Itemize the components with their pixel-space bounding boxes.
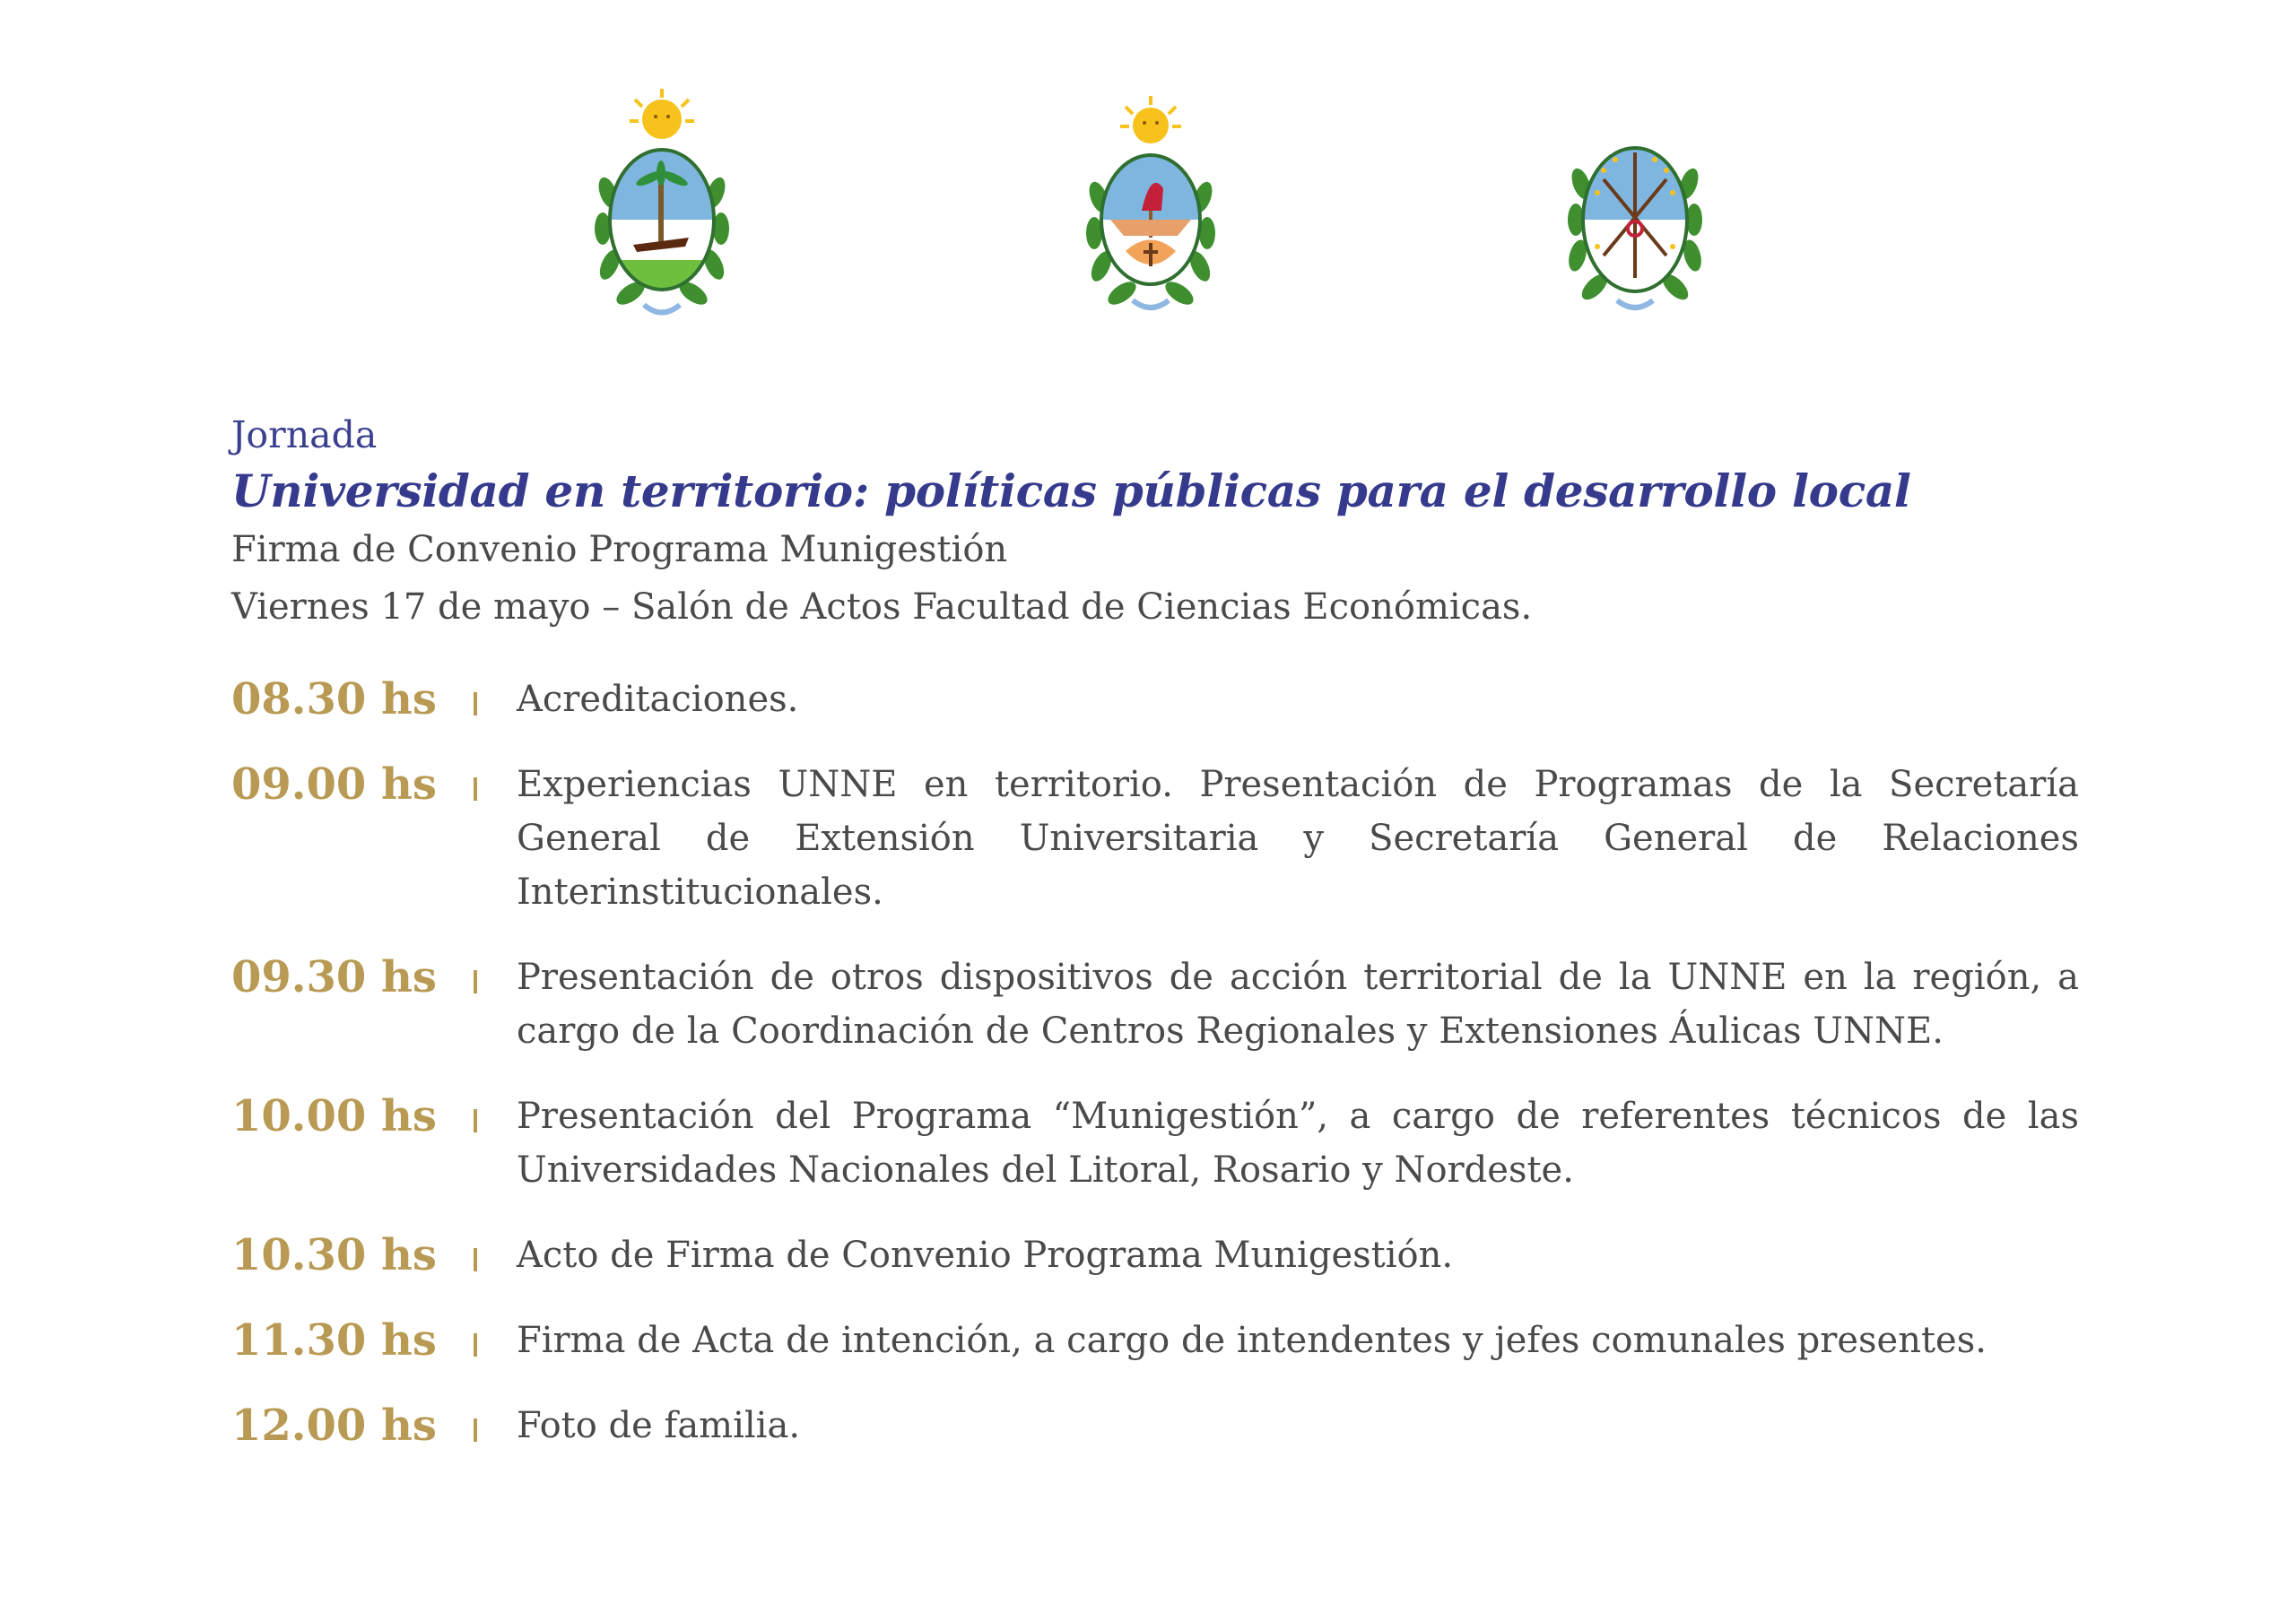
schedule-description: Presentación de otros dispositivos de acción territorial de la UNNE en la región, a cargo de la Coordinación de Centros Regionales y Extensiones Áulicas UNNE. xyxy=(517,957,2079,1052)
schedule-row xyxy=(231,1089,2079,1197)
schedule-list xyxy=(231,672,2079,1484)
separator-bar xyxy=(472,758,479,801)
schedule-row xyxy=(231,1399,2079,1453)
coat-of-arms-argentina-icon xyxy=(1070,85,1231,327)
schedule-description: Foto de familia. xyxy=(517,1405,801,1446)
schedule-row xyxy=(231,758,2079,919)
schedule-description: Presentación del Programa “Munigestión”, a cargo de referentes técnicos de las Universidades Nacionales del Litoral, Rosario y Nordeste. xyxy=(517,1096,2079,1191)
schedule-time: 08.30 hs xyxy=(231,674,437,724)
schedule-time: 09.00 hs xyxy=(231,759,437,810)
separator-bar xyxy=(472,1089,479,1132)
schedule-time: 10.00 hs xyxy=(231,1091,437,1141)
schedule-time: 10.30 hs xyxy=(231,1230,437,1280)
event-header xyxy=(231,408,2115,636)
event-date-location: Viernes 17 de mayo – Salón de Actos Facultad de Ciencias Económicas. xyxy=(231,586,1533,628)
schedule-row xyxy=(231,1228,2079,1282)
schedule-description: Acto de Firma de Convenio Programa Munigestión. xyxy=(517,1235,1454,1276)
schedule-description: Acreditaciones. xyxy=(517,679,799,720)
separator-bar xyxy=(472,672,479,716)
schedule-row xyxy=(231,672,2079,726)
schedule-description: Experiencias UNNE en territorio. Presentación de Programas de la Secretaría General de Extensión Universitaria y Secretaría General de Relaciones Interinstitucionales. xyxy=(517,764,2079,913)
schedule-time: 12.00 hs xyxy=(231,1401,437,1451)
separator-bar xyxy=(472,1399,479,1442)
crests-row xyxy=(0,85,2296,327)
coat-of-arms-chaco-icon xyxy=(581,85,743,327)
event-kicker: Jornada xyxy=(231,413,378,456)
schedule-row xyxy=(231,1314,2079,1367)
event-subtitle: Firma de Convenio Programa Munigestión xyxy=(231,529,1008,570)
schedule-time: 09.30 hs xyxy=(231,952,437,1002)
schedule-row xyxy=(231,950,2079,1058)
separator-bar xyxy=(472,1228,479,1271)
event-title: Universidad en territorio: políticas públicas para el desarrollo local xyxy=(231,464,1911,517)
schedule-description: Firma de Acta de intención, a cargo de intendentes y jefes comunales presentes. xyxy=(517,1320,1987,1361)
schedule-time: 11.30 hs xyxy=(231,1315,437,1366)
coat-of-arms-santiago-del-estero-icon xyxy=(1554,85,1716,327)
separator-bar xyxy=(472,1314,479,1357)
separator-bar xyxy=(472,950,479,993)
